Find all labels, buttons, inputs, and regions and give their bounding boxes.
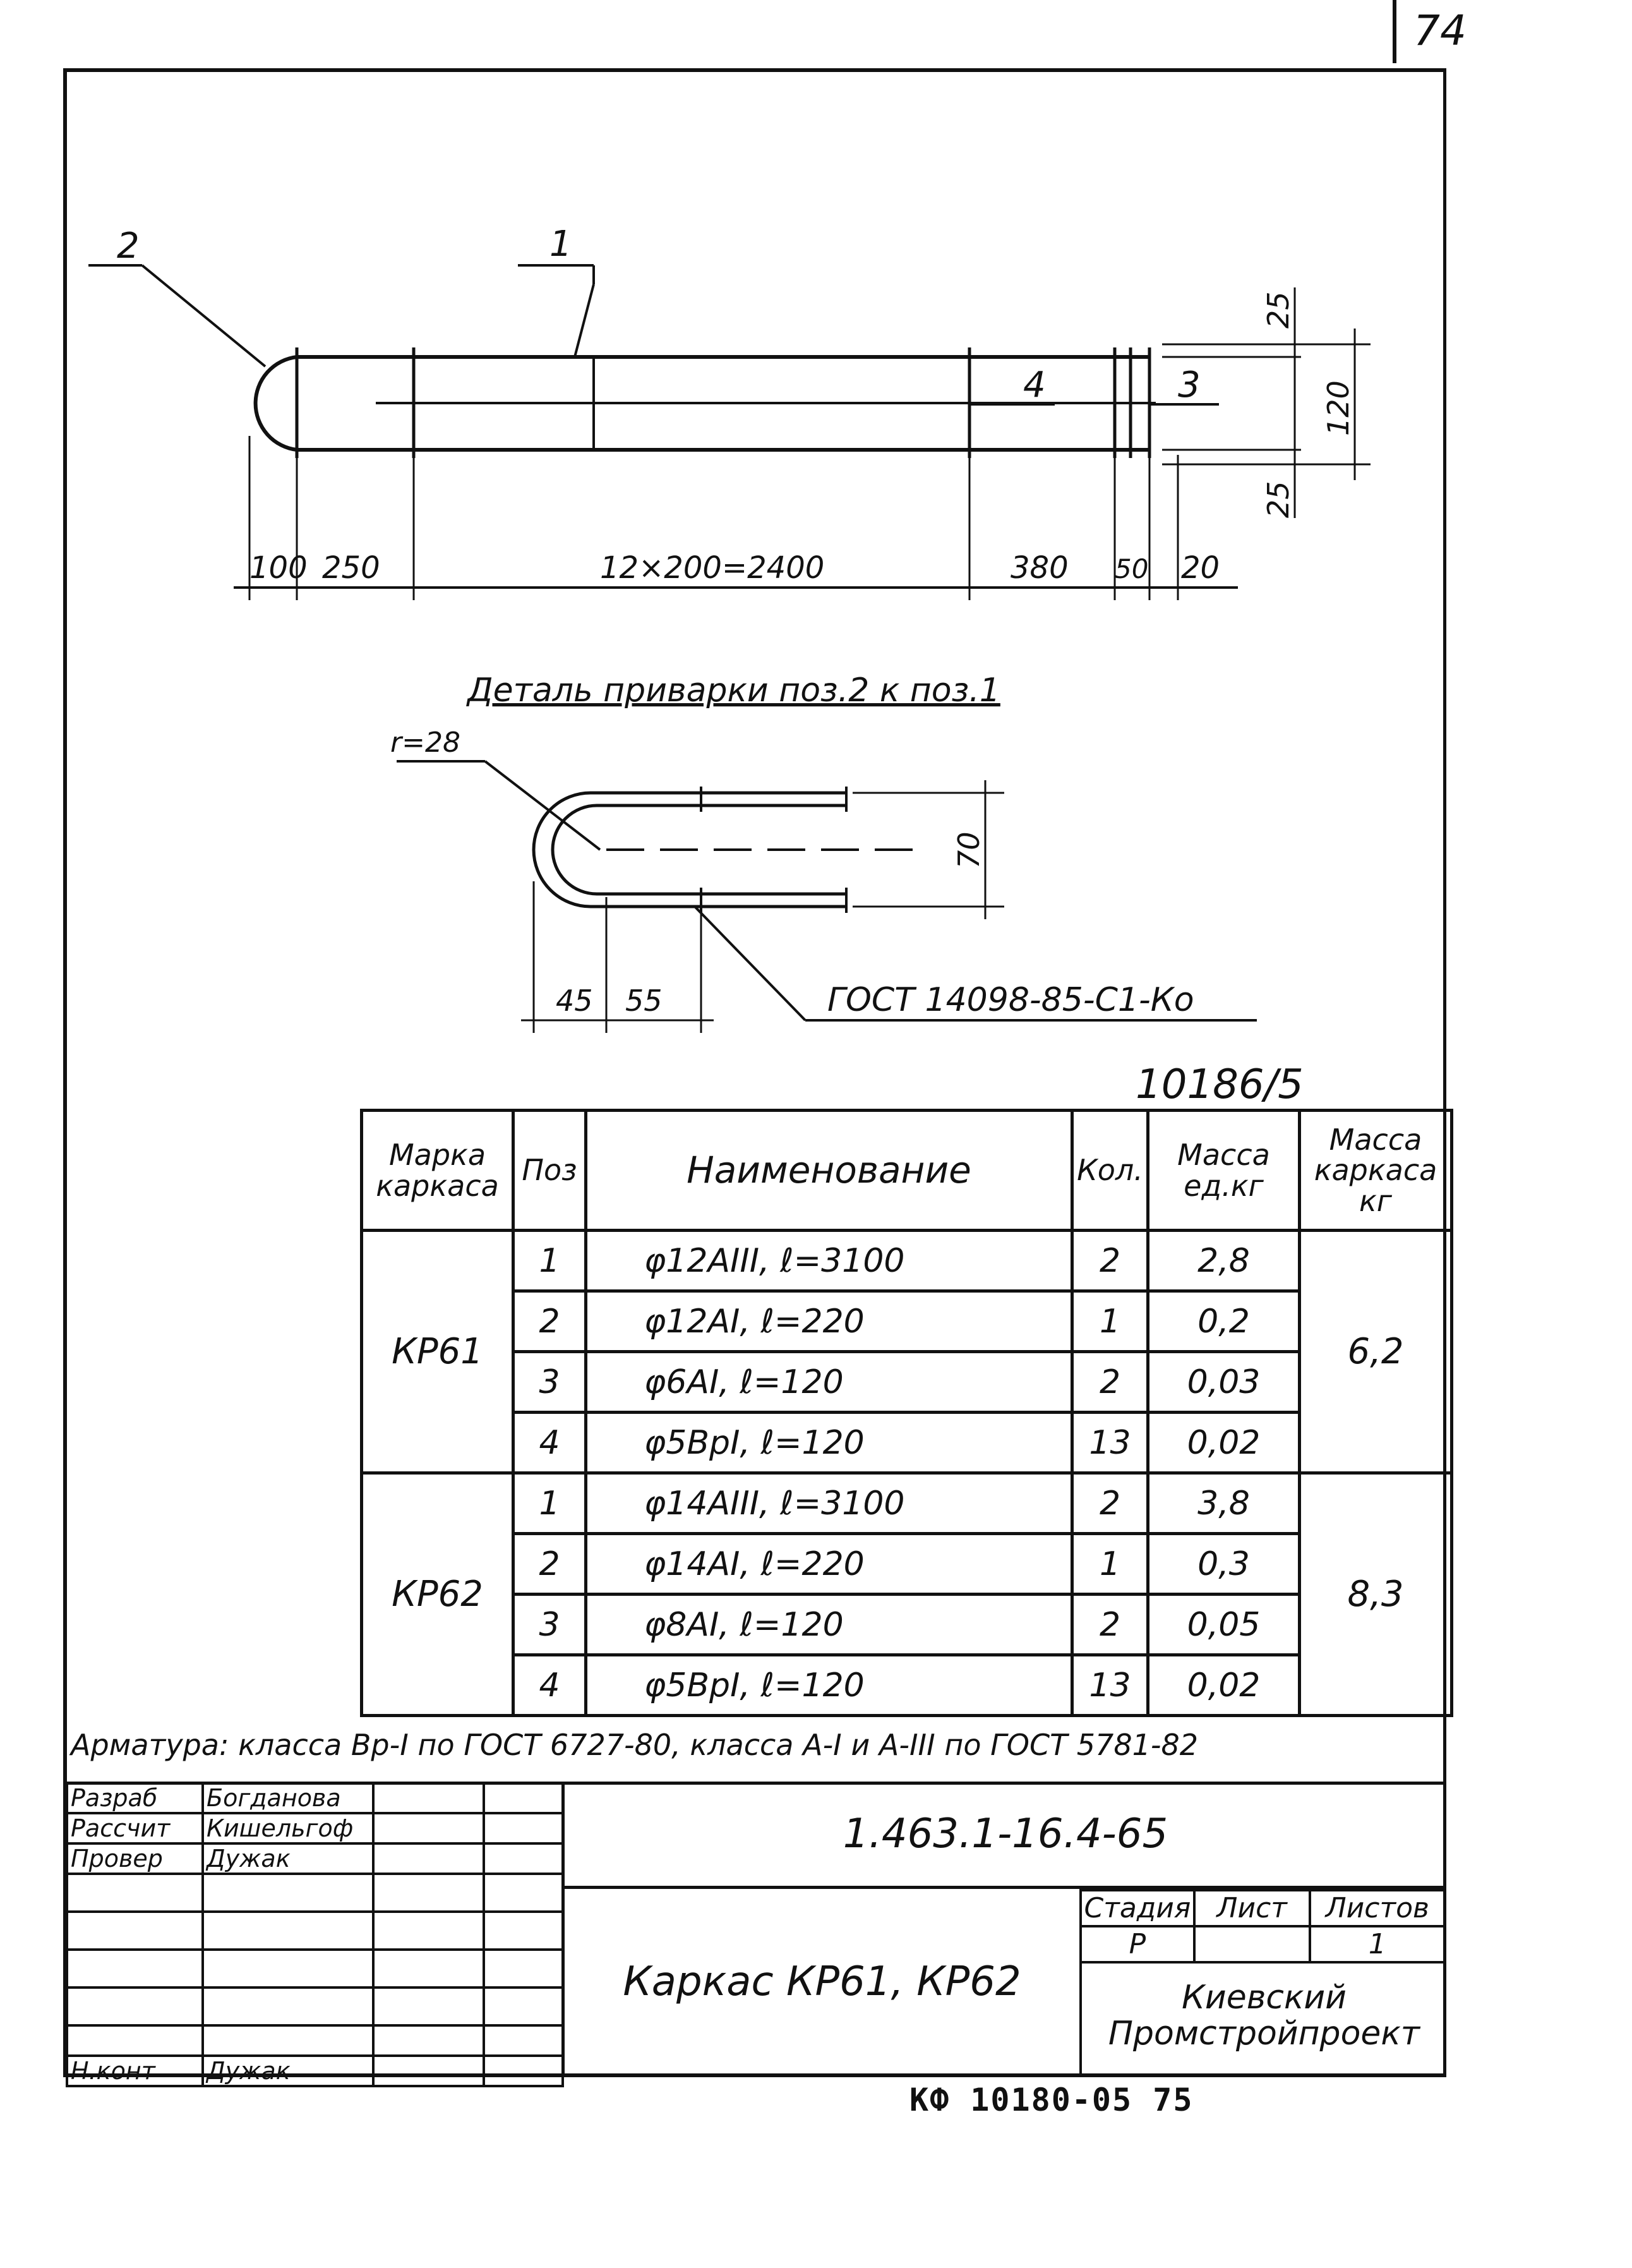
- detail-dim-55: 55: [625, 984, 663, 1018]
- document-code: 1.463.1-16.4-65: [561, 1782, 1446, 1889]
- name-cell: φ5ВрI, ℓ=120: [586, 1655, 1072, 1716]
- sign-name: Богданова: [203, 1783, 373, 1813]
- mass-cell: 0,2: [1148, 1291, 1300, 1352]
- sheets-value: 1: [1310, 1926, 1445, 1962]
- pos4-label: 4: [1023, 365, 1046, 406]
- stage-value: Р: [1081, 1926, 1194, 1962]
- qty-cell: 13: [1072, 1413, 1148, 1473]
- total-mass-cell: 6,2: [1300, 1231, 1452, 1473]
- dim-250: 250: [322, 550, 380, 586]
- pos-cell: 3: [513, 1352, 586, 1413]
- document-name: Каркас КР61, КР62: [561, 1889, 1079, 2075]
- qty-cell: 2: [1072, 1231, 1148, 1291]
- mass-cell: 2,8: [1148, 1231, 1300, 1291]
- archive-stamp: 10186/5: [1136, 1061, 1304, 1108]
- header-name: Наименование: [586, 1111, 1072, 1231]
- total-mass-cell: 8,3: [1300, 1473, 1452, 1716]
- table-row: [362, 1231, 1452, 1291]
- mass-cell: 0,03: [1148, 1352, 1300, 1413]
- sign-role: Провер: [67, 1843, 203, 1874]
- org-line1: Киевский: [1182, 1978, 1347, 2017]
- brand-cell: КР62: [362, 1473, 513, 1716]
- qty-cell: 1: [1072, 1534, 1148, 1595]
- detail-dim-45: 45: [556, 984, 593, 1018]
- pos-cell: 1: [513, 1473, 586, 1534]
- organization: [1079, 1957, 1446, 2075]
- detail-radius: r=28: [390, 727, 460, 759]
- archive-code: КФ 10180-05 75: [909, 2082, 1194, 2118]
- sign-name: Дужак: [203, 1843, 373, 1874]
- name-cell: φ14АI, ℓ=220: [586, 1534, 1072, 1595]
- qty-cell: 13: [1072, 1655, 1148, 1716]
- mass-cell: 3,8: [1148, 1473, 1300, 1534]
- name-cell: φ12АIII, ℓ=3100: [586, 1231, 1072, 1291]
- qty-cell: 2: [1072, 1595, 1148, 1655]
- title-block: [66, 1782, 1446, 2085]
- table-row: [362, 1413, 1452, 1473]
- pos-cell: 2: [513, 1291, 586, 1352]
- sheet-number: 74: [1413, 6, 1467, 55]
- name-cell: φ12АI, ℓ=220: [586, 1291, 1072, 1352]
- mass-cell: 0,02: [1148, 1655, 1300, 1716]
- name-cell: φ14АIII, ℓ=3100: [586, 1473, 1072, 1534]
- table-row: [362, 1655, 1452, 1716]
- dim-100: 100: [249, 550, 308, 586]
- pos-cell: 4: [513, 1413, 586, 1473]
- name-cell: φ5ВрI, ℓ=120: [586, 1413, 1072, 1473]
- dim-25-top: 25: [1261, 291, 1295, 329]
- pos-cell: 2: [513, 1534, 586, 1595]
- specification-table: [360, 1109, 1453, 1717]
- sheet-label: Лист: [1194, 1890, 1310, 1926]
- table-row: [362, 1595, 1452, 1655]
- qty-cell: 2: [1072, 1473, 1148, 1534]
- pos-cell: 3: [513, 1595, 586, 1655]
- header-unit-mass: Масса ед.кг: [1148, 1111, 1300, 1231]
- detail-title: Деталь приварки поз.2 к поз.1: [467, 672, 1000, 709]
- dim-50: 50: [1115, 553, 1149, 584]
- stage-label: Стадия: [1081, 1890, 1194, 1926]
- pos1-label: 1: [549, 224, 572, 265]
- dim-2400: 12×200=2400: [600, 550, 825, 586]
- sign-role: Н.конт: [67, 2056, 203, 2086]
- table-row: [362, 1291, 1452, 1352]
- pos2-label: 2: [117, 226, 140, 267]
- sign-role: Рассчит: [67, 1813, 203, 1843]
- spec-header-row: [362, 1111, 1452, 1231]
- dim-120: 120: [1321, 380, 1355, 436]
- mass-cell: 0,02: [1148, 1413, 1300, 1473]
- sign-role: Разраб: [67, 1783, 203, 1813]
- weld-spec: ГОСТ 14098-85-С1-Ко: [827, 981, 1194, 1019]
- detail-dim-70: 70: [952, 831, 986, 869]
- signature-table: [66, 1782, 564, 2087]
- org-line2: Промстройпроект: [1108, 2015, 1420, 2053]
- pos-cell: 1: [513, 1231, 586, 1291]
- sign-name: Кишельгоф: [203, 1813, 373, 1843]
- dim-20: 20: [1181, 550, 1220, 586]
- qty-cell: 2: [1072, 1352, 1148, 1413]
- pos3-label: 3: [1178, 365, 1201, 406]
- header-pos: Поз: [513, 1111, 586, 1231]
- sign-name: Дужак: [203, 2056, 373, 2086]
- name-cell: φ8АI, ℓ=120: [586, 1595, 1072, 1655]
- mass-cell: 0,3: [1148, 1534, 1300, 1595]
- stage-table: [1079, 1889, 1446, 1963]
- name-cell: φ6АI, ℓ=120: [586, 1352, 1072, 1413]
- mass-cell: 0,05: [1148, 1595, 1300, 1655]
- dim-25-bottom: 25: [1261, 481, 1295, 518]
- pos-cell: 4: [513, 1655, 586, 1716]
- table-row: [362, 1352, 1452, 1413]
- table-row: [362, 1534, 1452, 1595]
- sheets-label: Листов: [1310, 1890, 1445, 1926]
- cage-drawing: [0, 0, 1632, 1074]
- header-qty: Кол.: [1072, 1111, 1148, 1231]
- dim-380: 380: [1011, 550, 1069, 586]
- header-brand: Марка каркаса: [362, 1111, 513, 1231]
- hook-end: [256, 357, 297, 450]
- reinforcement-note: Арматура: класса Вр-I по ГОСТ 6727-80, класса А-I и А-III по ГОСТ 5781-82: [71, 1728, 1198, 1762]
- qty-cell: 1: [1072, 1291, 1148, 1352]
- brand-cell: КР61: [362, 1231, 513, 1473]
- header-total-mass: Масса каркаса кг: [1300, 1111, 1452, 1231]
- table-row: [362, 1473, 1452, 1534]
